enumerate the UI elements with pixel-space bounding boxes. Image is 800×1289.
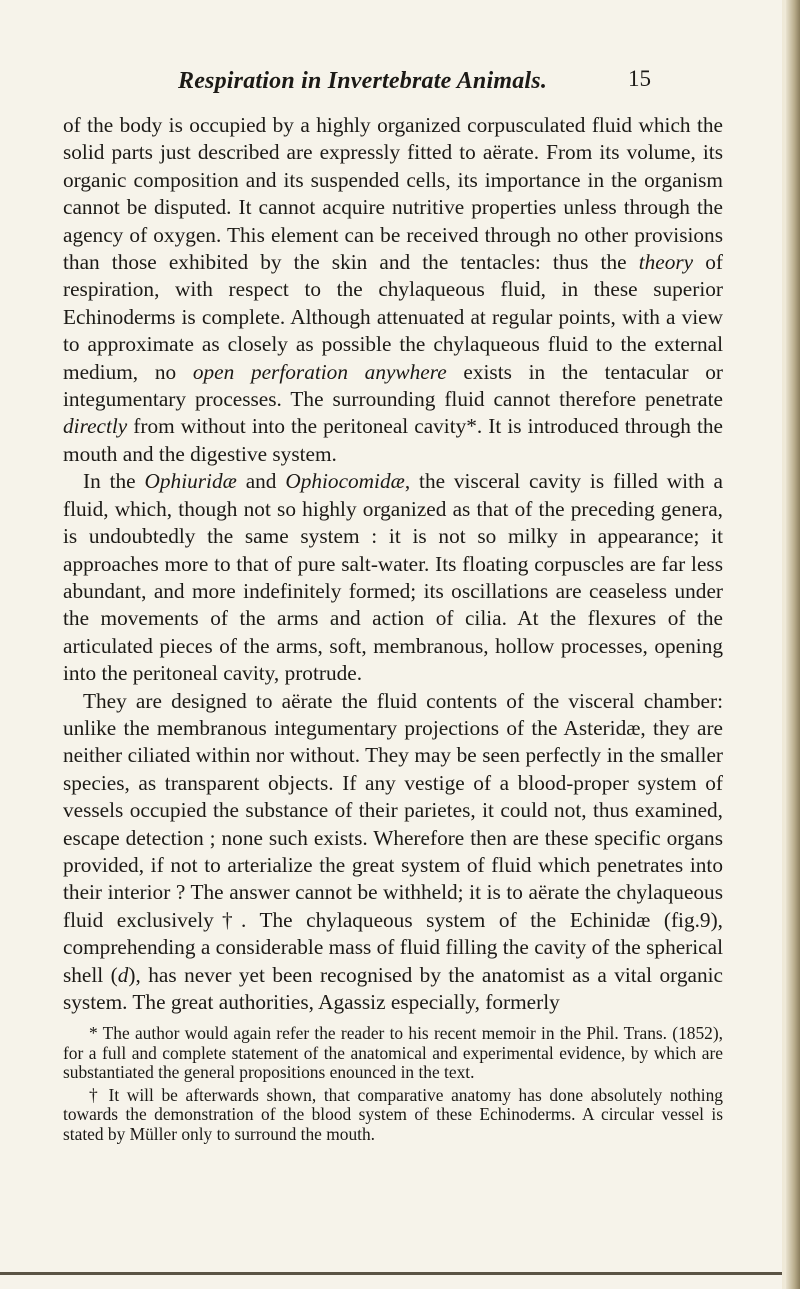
italic-run: Ophiuridæ — [144, 469, 237, 494]
italic-run: directly — [63, 414, 128, 439]
text-run: They are designed to aërate the fluid contents of the visceral chamber: unlike the membranous integumentary projections of the Asteridæ, they are neither ciliated within nor without. They may be seen perfectly in the smaller species, as transparent objects. If any vestige of a blood-proper system of vessels occupied the substance of their parietes, it could not, thus examined, escape detection ; none such exists. Wherefore then are these specific organs provided, if not to arterialize the great system of fluid which penetrates into their interior ? The answer cannot be withheld; it is to aërate the chylaqueous fluid exclusively†. The chylaqueous system of the Echinidæ (fig.9), comprehending a considerable mass of fluid filling the cavity of the spherical shell ( — [63, 688, 723, 987]
italic-run: theory — [638, 250, 694, 275]
text-run: and — [236, 469, 286, 494]
running-title: Respiration in Invertebrate Animals. — [178, 68, 548, 94]
text-run: from without into the peritoneal cavity*. It is introduced through the mouth and the digestive system. — [63, 414, 723, 466]
bottom-rule — [0, 1272, 782, 1275]
text-run: exists in the tentacular or integumentary processes. The surrounding fluid cannot therefore penetrate — [63, 359, 724, 412]
footnotes — [63, 1024, 723, 1145]
paragraph-2 — [63, 468, 723, 687]
body-text — [63, 112, 723, 1016]
italic-run: open perforation anywhere — [192, 359, 447, 384]
text-run: , the visceral cavity is filled with a fluid, which, though not so highly organized as that of the preceding genera, is undoubtedly the same system : it is not so milky in appearance; it approaches more to that of pure salt-water. Its floating corpuscles are far less abundant, and more indefinitely formed; its oscillations are ceaseless under the movements of the arms and action of cilia. At the flexures of the articulated pieces of the arms, soft, membranous, hollow processes, opening into the peritoneal cavity, protrude. — [63, 469, 723, 686]
text-run: of the body is occupied by a highly organized corpusculated fluid which the solid parts just described are expressly fitted to aërate. From its volume, its organic composition and its suspended cells, its importance in the organism cannot be disputed. It cannot acquire nutritive properties unless through the agency of oxygen. This element can be received through no other provisions than those exhibited by the skin and the tentacles: thus the — [63, 113, 723, 275]
paragraph-3 — [63, 688, 723, 1017]
italic-run: d — [117, 962, 129, 987]
italic-run: Ophiocomidæ — [285, 469, 405, 494]
text-run: of respiration, with respect to the chylaqueous fluid, in these superior Echinoderms is complete. Although attenuated at regular points, with a view to approximate as closely as possible the chylaqueous fluid to the external medium, no — [63, 250, 723, 384]
text-run: ), has never yet been recognised by the anatomist as a vital organic system. The great authorities, Agassiz especially, formerly — [63, 962, 723, 1014]
text-run: In the — [83, 469, 145, 494]
paragraph-1 — [63, 112, 723, 468]
footnote-2: † It will be afterwards shown, that comparative anatomy has done absolutely nothing towards the demonstration of the blood system of these Echinoderms. A circular vessel is stated by Müller only to surround the mouth. — [63, 1084, 723, 1144]
page-number: 15 — [628, 66, 651, 91]
page-edge — [786, 0, 800, 1289]
footnote-1: * The author would again refer the reader to his recent memoir in the Phil. Trans. (1852), for a full and complete statement of the anatomical and experimental evidence, by which are substantiated the general propositions enounced in the text. — [63, 1023, 723, 1083]
